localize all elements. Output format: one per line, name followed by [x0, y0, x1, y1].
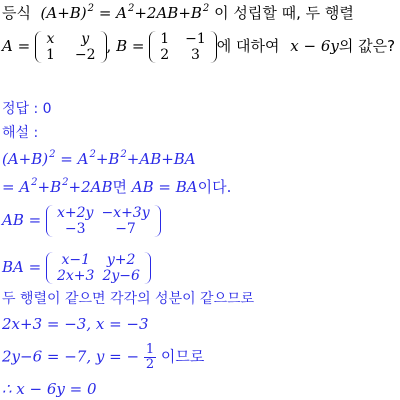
solution-ba	[2, 252, 151, 284]
ab-cell: −x+3y	[101, 205, 150, 221]
question-line-1	[2, 4, 354, 25]
solution-step-2-text-b: 이다.	[197, 178, 232, 196]
matrix-b-cell: 3	[190, 47, 200, 63]
question-expression: x − 6y	[290, 37, 339, 55]
question-text-c: 에 대하여	[216, 37, 280, 55]
matrix-a-label: A =	[2, 37, 31, 55]
ba-matrix	[46, 252, 151, 284]
ba-cell: x−1	[61, 252, 90, 268]
fraction	[144, 343, 156, 372]
ba-label: BA =	[2, 258, 42, 276]
matrix-a-cell: y	[81, 31, 90, 47]
solution-final: ∴ x − 6y = 0	[2, 380, 97, 398]
ab-cell: x+2y	[56, 205, 94, 221]
solution-step-2-eq: AB = BA	[131, 178, 198, 196]
question-text-b: 이 성립할 때, 두 행렬	[214, 4, 354, 22]
question-text-d: 의 값은?	[338, 37, 396, 55]
ba-cell: 2x+3	[56, 268, 95, 284]
question-text-a: 등식	[2, 4, 31, 22]
solution-step-2-text-a: 면	[112, 178, 127, 196]
matrix-a-cell: 1	[45, 47, 55, 63]
matrix-b	[149, 31, 217, 63]
ab-label: AB =	[2, 211, 42, 229]
solution-eq-2	[2, 343, 204, 372]
matrix-a-cell: −2	[74, 47, 96, 63]
matrix-b-cell: −1	[185, 31, 206, 47]
solution-label: 해설 :	[2, 125, 39, 141]
solution-step-1: $(A+B)^2 = A^2+B^2+AB+BA$	[2, 149, 196, 168]
ba-cell: 2y−6	[102, 268, 140, 284]
solution-step-3: 두 행렬이 같으면 각각의 성분이 같으므로	[2, 291, 255, 307]
ab-matrix	[46, 205, 161, 237]
question-line-2: A = x y 1 −2 , B = 1 −1 2 3 에 대하여 x − 6y의 값은?	[2, 31, 396, 63]
solution-ab	[2, 205, 161, 237]
matrix-b-cell: 2	[160, 47, 170, 63]
question-equation: $(A+B)^2 = A^2+2AB+B^2$	[35, 3, 210, 22]
ab-cell: −7	[115, 221, 136, 237]
solution-eq-1: 2x+3 = −3, x = −3	[2, 315, 149, 333]
matrix-b-label: B =	[116, 37, 145, 55]
solution-eq-2-tail: 이므로	[160, 347, 205, 366]
ab-cell: −3	[64, 221, 86, 237]
fraction-denominator: 2	[145, 357, 155, 372]
solution-eq-2-lhs: 2y−6 = −7, y = −	[2, 347, 140, 366]
matrix-a	[35, 31, 107, 63]
answer-label: 정답 : 0	[2, 101, 52, 117]
fraction-numerator: 1	[145, 342, 155, 357]
matrix-b-cell: 1	[160, 31, 170, 47]
matrix-a-cell: x	[46, 31, 55, 47]
ba-cell: y+2	[106, 252, 136, 268]
solution-step-2: = $A^2+B^2+2AB$면 AB = BA이다.	[2, 177, 232, 196]
